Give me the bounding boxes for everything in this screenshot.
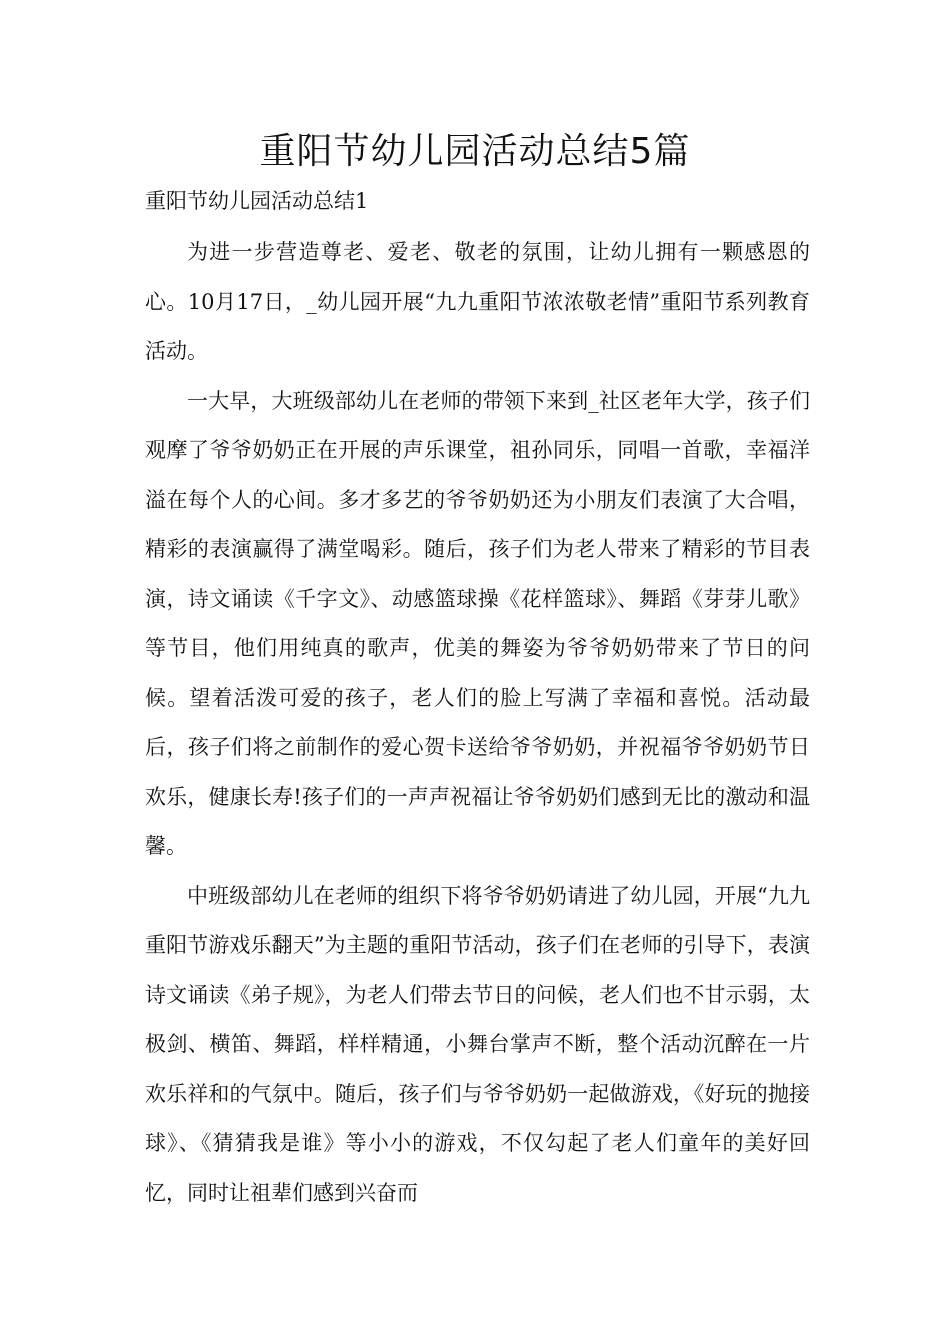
paragraph: 中班级部幼儿在老师的组织下将爷爷奶奶请进了幼儿园，开展“九九重阳节游戏乐翻天”为主题的重阳节活动，孩子们在老师的引导下，表演诗文诵读《弟子规》，为老人们带去节日的问候，老人们也不甘示弱，太极剑、横笛、舞蹈，样样精通，小舞台掌声不断，整个活动沉醉在一片欢乐祥和的气氛中。随后，孩子们与爷爷奶奶一起做游戏，《好玩的抛接球》、《猜猜我是谁》等小小的游戏，不仅勾起了老人们童年的美好回忆，同时让祖辈们感到兴奋而 [145,883,810,1205]
paragraph: 一大早，大班级部幼儿在老师的带领下来到_社区老年大学，孩子们观摩了爷爷奶奶正在开展的声乐课堂，祖孙同乐，同唱一首歌，幸福洋溢在每个人的心间。多才多艺的爷爷奶奶还为小朋友们表演了大合唱，精彩的表演赢得了满堂喝彩。随后，孩子们为老人带来了精彩的节目表演，诗文诵读《千字文》、动感篮球操《花样篮球》、舞蹈《芽芽儿歌》等节目，他们用纯真的歌声，优美的舞姿为爷爷奶奶带来了节日的问候。望着活泼可爱的孩子，老人们的脸上写满了幸福和喜悦。活动最后，孩子们将之前制作的爱心贺卡送给爷爷奶奶，并祝福爷爷奶奶节日欢乐，健康长寿!孩子们的一声声祝福让爷爷奶奶们感到无比的激动和温馨。 [145,388,810,858]
paragraph: 为进一步营造尊老、爱老、敬老的氛围，让幼儿拥有一颗感恩的心。10月17日，_幼儿园开展“九九重阳节浓浓敬老情”重阳节系列教育活动。 [145,240,810,363]
section-heading: 重阳节幼儿园活动总结1 [145,189,369,213]
document-title: 重阳节幼儿园活动总结5篇 [259,131,691,172]
document-body [145,228,810,1218]
